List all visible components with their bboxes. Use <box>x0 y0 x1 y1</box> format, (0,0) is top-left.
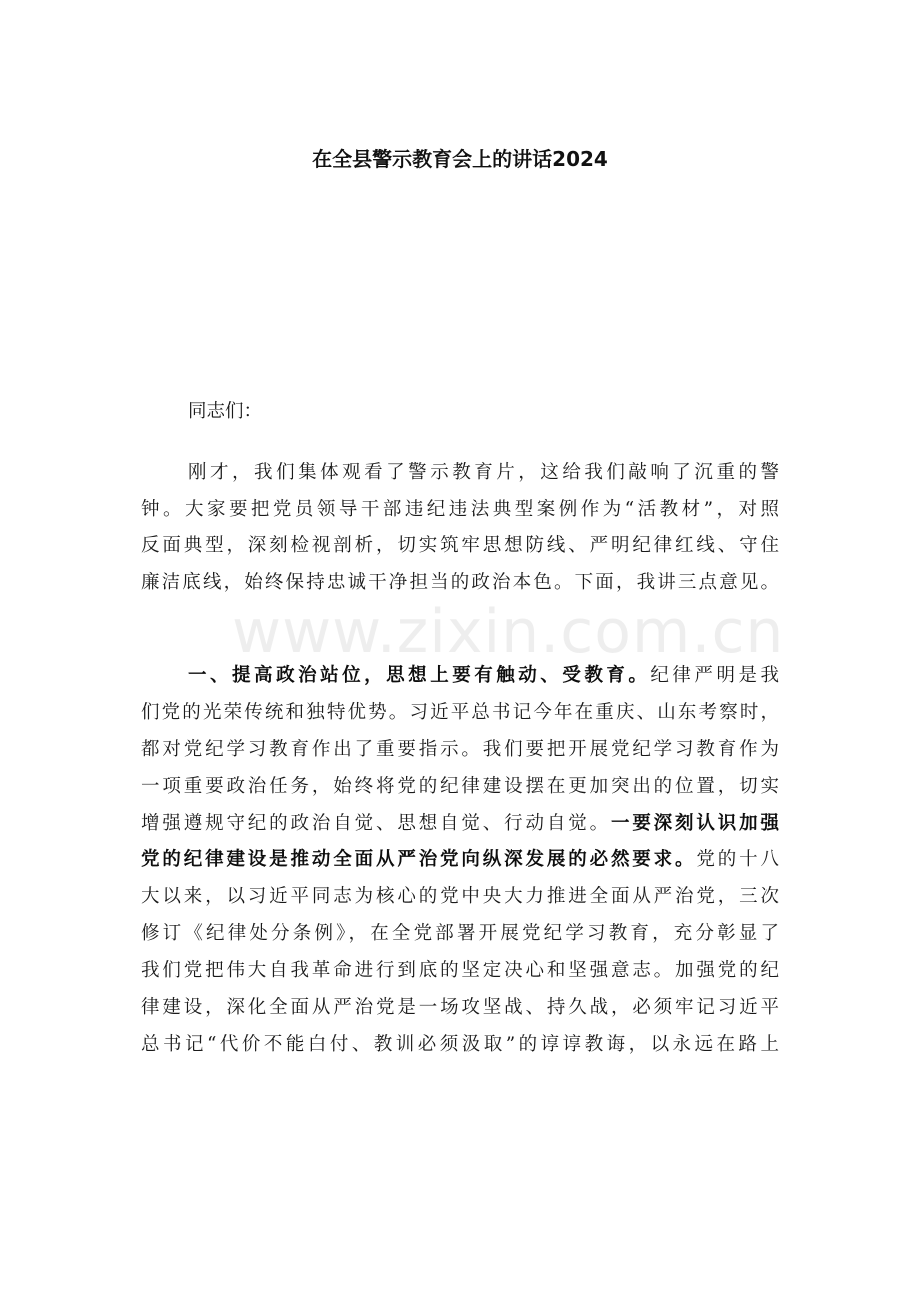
paragraph-2-line: 修订《纪律处分条例》，在全党部署开展党纪学习教育，充分彰显了 <box>141 923 779 945</box>
paragraph-1-line: 刚才，我们集体观看了警示教育片，这给我们敲响了沉重的警 <box>188 462 779 483</box>
paragraph-2-line: 律建设，深化全面从严治党是一场攻坚战、持久战，必须牢记习近平 <box>141 997 779 1019</box>
paragraph-2-text: 党的十八 <box>696 849 779 871</box>
paragraph-2-line <box>141 806 779 843</box>
salutation: 同志们： <box>188 401 263 422</box>
paragraph-2-line <box>141 658 779 695</box>
paragraph-2-text: 纪律严明是我 <box>650 665 779 686</box>
paragraph-2-line <box>141 842 779 879</box>
paragraph-1-line: 廉洁底线，始终保持忠诚干净担当的政治本色。下面，我讲三点意见。 <box>141 571 779 593</box>
paragraph-2-line: 们党的光荣传统和独特优势。习近平总书记今年在重庆、山东考察时， <box>141 701 779 723</box>
paragraph-1-line: 反面典型，深刻检视剖析，切实筑牢思想防线、严明纪律红线、守住 <box>141 535 779 556</box>
paragraph-2-line: 都对党纪学习教育作出了重要指示。我们要把开展党纪学习教育作为 <box>141 738 779 760</box>
paragraph-2-line: 我们党把伟大自我革命进行到底的坚定决心和坚强意志。加强党的纪 <box>141 960 779 982</box>
paragraph-2-line: 大以来，以习近平同志为核心的党中央大力推进全面从严治党，三次 <box>141 886 779 908</box>
bold-point-1-cont: 党的纪律建设是推动全面从严治党向纵深发展的必然要求。 <box>141 849 697 871</box>
bold-point-1: 一要深刻认识加强 <box>610 812 779 834</box>
document-title: 在全县警示教育会上的讲话2024 <box>312 147 608 171</box>
paragraph-2-text: 增强遵规守纪的政治自觉、思想自觉、行动自觉。 <box>141 812 611 834</box>
paragraph-2-line: 总书记“代价不能白付、教训必须汲取”的谆谆教诲，以永远在路上 <box>141 1033 779 1055</box>
section-heading-1: 一、提高政治站位，思想上要有触动、受教育。 <box>188 665 651 686</box>
paragraph-2 <box>141 658 779 1064</box>
watermark: www.zixin.com.cn <box>232 597 785 667</box>
paragraph-2-line: 一项重要政治任务，始终将党的纪律建设摆在更加突出的位置，切实 <box>141 775 779 797</box>
paragraph-1-line: 钟。大家要把党员领导干部违纪违法典型案例作为“活教材”，对照 <box>141 498 779 520</box>
paragraph-1 <box>141 455 779 601</box>
